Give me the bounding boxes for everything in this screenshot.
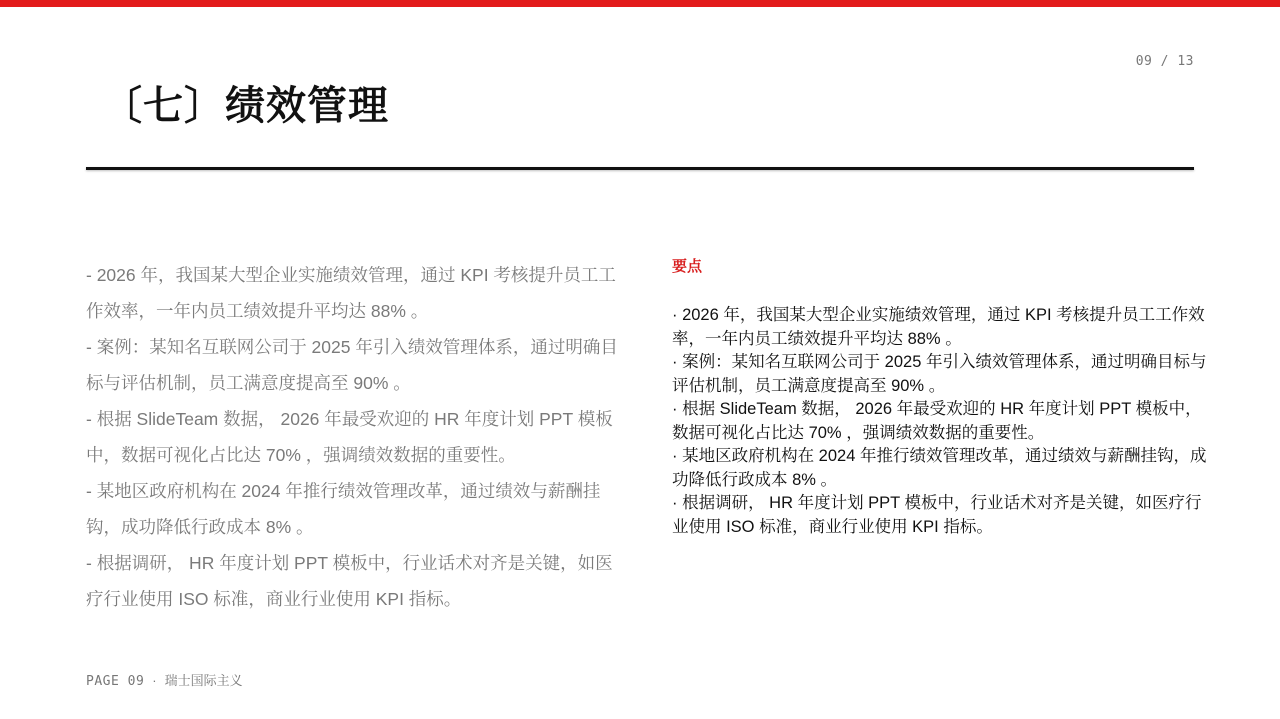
footer-separator: · bbox=[152, 673, 157, 688]
title-divider bbox=[86, 167, 1194, 170]
footer-page-label: PAGE 09 bbox=[86, 674, 145, 689]
key-point-item: · 某地区政府机构在 2024 年推行绩效管理改革，通过绩效与薪酬挂钩，成功降低行政成本 8% 。 bbox=[672, 447, 1207, 489]
footer-brand: 瑞士国际主义 bbox=[164, 673, 243, 688]
key-point-item: · 根据 SlideTeam 数据， 2026 年最受欢迎的 HR 年度计划 PPT 模板中，数据可视化占比达 70% ，强调绩效数据的重要性。 bbox=[672, 400, 1202, 442]
left-list-item: - 根据调研， HR 年度计划 PPT 模板中，行业话术对齐是关键，如医疗行业使用 ISO 标准，商业行业使用 KPI 指标。 bbox=[86, 553, 613, 609]
footer bbox=[86, 670, 243, 689]
key-point-item: · 2026 年，我国某大型企业实施绩效管理，通过 KPI 考核提升员工工作效率，一年内员工绩效提升平均达 88% 。 bbox=[672, 306, 1205, 348]
left-list-item: - 案例：某知名互联网公司于 2025 年引入绩效管理体系，通过明确目标与评估机制，员工满意度提高至 90% 。 bbox=[86, 337, 618, 393]
key-point-item: · 根据调研， HR 年度计划 PPT 模板中，行业话术对齐是关键，如医疗行业使用 ISO 标准，商业行业使用 KPI 指标。 bbox=[672, 494, 1202, 536]
page-counter: 09 / 13 bbox=[1135, 54, 1194, 69]
left-content-list bbox=[86, 257, 626, 617]
key-points-label: 要点 bbox=[672, 258, 703, 275]
slide-title: 〔七〕绩效管理 bbox=[102, 84, 389, 128]
top-accent-bar bbox=[0, 0, 1280, 7]
key-point-item: · 案例：某知名互联网公司于 2025 年引入绩效管理体系，通过明确目标与评估机制，员工满意度提高至 90% 。 bbox=[672, 353, 1207, 395]
left-list-item: - 某地区政府机构在 2024 年推行绩效管理改革，通过绩效与薪酬挂钩，成功降低行政成本 8% 。 bbox=[86, 481, 601, 537]
left-list-item: - 2026 年，我国某大型企业实施绩效管理，通过 KPI 考核提升员工工作效率，一年内员工绩效提升平均达 88% 。 bbox=[86, 265, 616, 321]
left-list-item: - 根据 SlideTeam 数据， 2026 年最受欢迎的 HR 年度计划 PPT 模板中，数据可视化占比达 70% ，强调绩效数据的重要性。 bbox=[86, 409, 613, 465]
key-points-list bbox=[672, 303, 1217, 539]
